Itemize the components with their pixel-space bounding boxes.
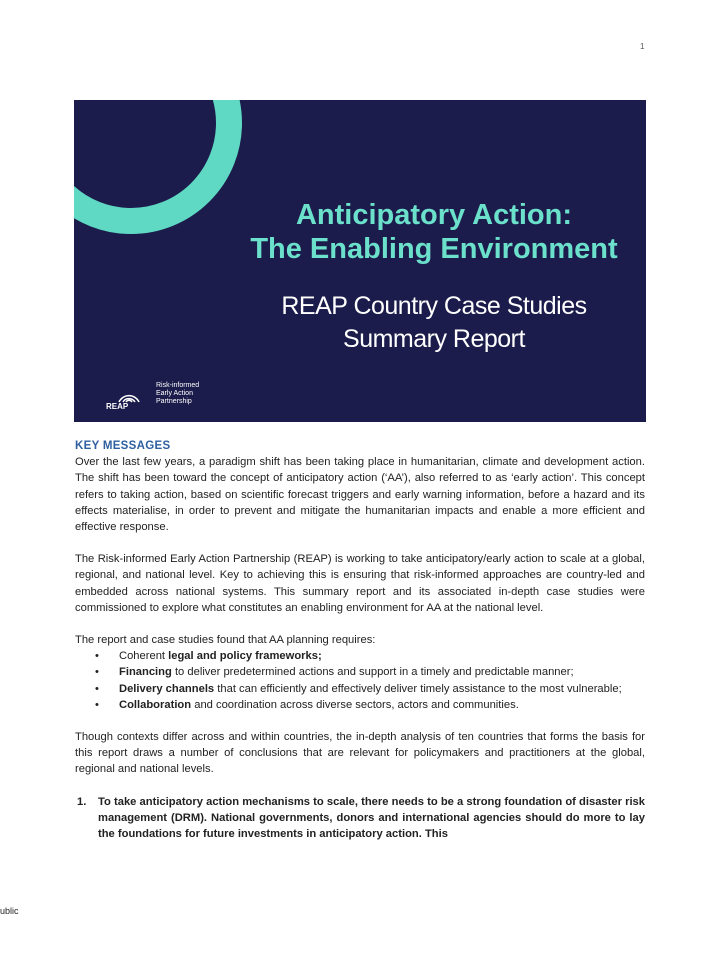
reap-logo-line: Risk-informed <box>156 382 200 389</box>
reap-logo-name <box>156 382 199 406</box>
reap-logo-line: Early Action <box>156 390 193 397</box>
classification-label: ublic <box>0 906 19 916</box>
paragraph: Over the last few years, a paradigm shift has been taking place in humanitarian, climate and development action. The shift has been toward the concept of anticipatory action (‘AA’), also referred to as ‘early action’. This concept refers to taking action, based on scientific forecast triggers and early warning information, before a hazard and its effects materialise, in order to prevent and mitigate the humanitarian impacts and enable a more efficient and effective response. <box>75 456 645 534</box>
report-subtitle-line2: Summary Report <box>343 325 525 353</box>
paragraph: Though contexts differ across and within countries, the in-depth analysis of ten countries that forms the basis for this report draws a number of conclusions that are relevant for policymakers and practitioners at the global, regional and national levels. <box>75 731 645 776</box>
bullet-icon: • <box>95 698 99 711</box>
key-messages-section <box>75 438 645 842</box>
paragraph: The Risk-informed Early Action Partnership (REAP) is working to take anticipatory/early action to scale at a global, regional, and national level. Key to achieving this is ensuring that risk-informed approaches are country-led and embedded across national systems. This summary report and its associated in-depth case studies were commissioned to explore what constitutes an enabling environment for AA at the national level. <box>75 553 645 614</box>
bullet-icon: • <box>95 650 99 663</box>
conclusion-text: To take anticipatory action mechanisms to scale, there needs to be a strong foundation of disaster risk management (DRM). National governments, donors and international agencies should do more to lay the foundations for future investments in anticipatory action. This <box>98 795 645 841</box>
list-item: • Coherent legal and policy frameworks; <box>95 648 645 664</box>
conclusions-list <box>75 794 645 843</box>
reap-logo <box>104 382 234 414</box>
report-title-line1: Anticipatory Action: <box>295 199 573 231</box>
reap-logo-short: REAP <box>106 402 129 411</box>
list-item: • Delivery channels that can efficiently and effectively deliver timely assistance to the most vulnerable; <box>95 681 645 697</box>
conclusion-item <box>75 794 645 843</box>
report-subtitle-line1: REAP Country Case Studies <box>281 292 587 320</box>
report-title <box>234 198 634 266</box>
list-intro: The report and case studies found that AA planning requires: <box>75 634 376 647</box>
report-subtitle <box>234 290 634 356</box>
decorative-ring <box>74 100 242 234</box>
list-item: • Financing to deliver predetermined actions and support in a timely and predictable manner; <box>95 664 645 680</box>
bullet-icon: • <box>95 682 99 695</box>
conclusion-number: 1. <box>77 795 87 808</box>
report-title-line2: The Enabling Environment <box>250 233 618 265</box>
cover-banner <box>74 100 646 422</box>
page-number: 1 <box>640 42 645 51</box>
reap-logo-line: Partnership <box>156 398 192 405</box>
list-item: • Collaboration and coordination across diverse sectors, actors and communities. <box>95 697 645 713</box>
requirements-list <box>75 648 645 713</box>
bullet-icon: • <box>95 666 99 679</box>
section-heading: KEY MESSAGES <box>75 440 171 452</box>
reap-logo-icon <box>116 382 142 404</box>
